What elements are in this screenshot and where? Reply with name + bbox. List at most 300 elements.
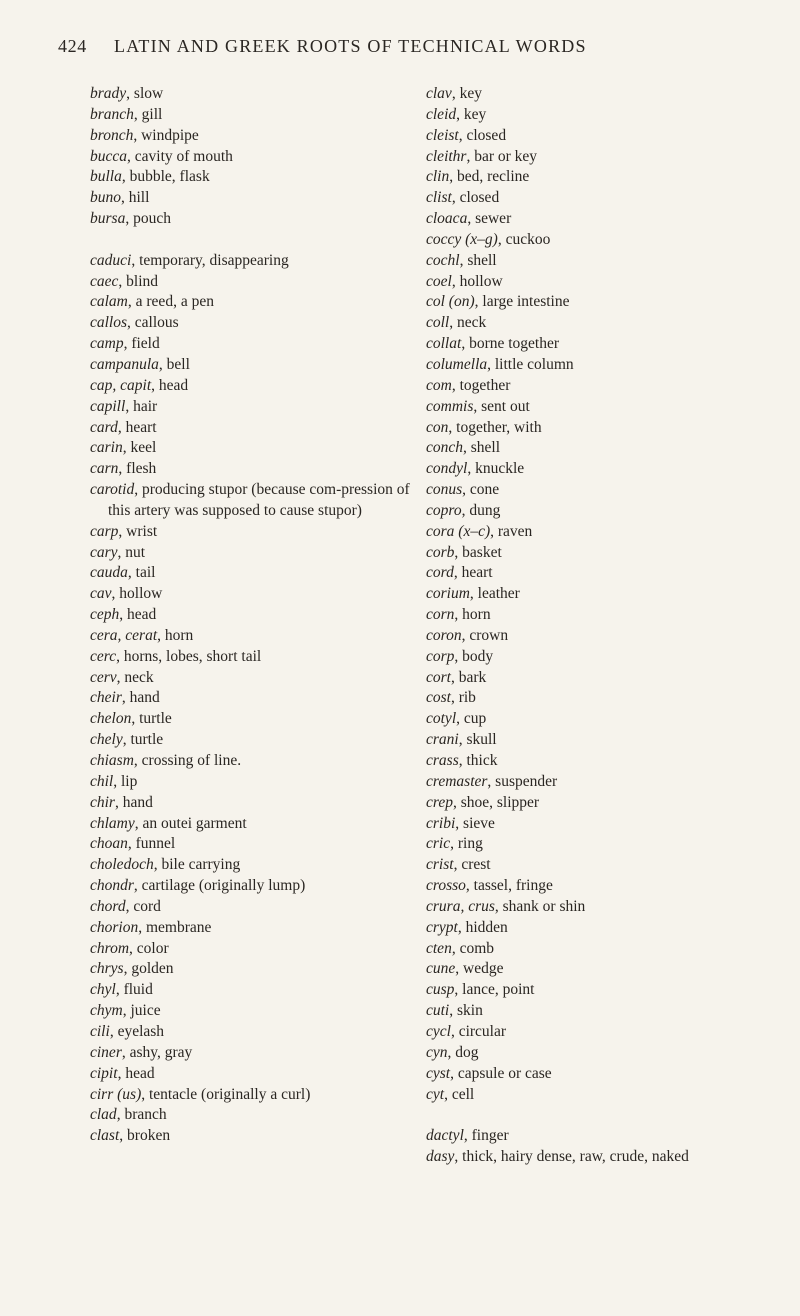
root-meaning: hand (129, 689, 160, 707)
root-term: buno (90, 189, 121, 207)
root-term: cera, cerat (90, 626, 158, 644)
root-term: com (426, 376, 452, 394)
root-meaning: leather (477, 585, 520, 603)
separator: , (127, 293, 136, 311)
glossary-entry (90, 751, 420, 772)
glossary-entry (90, 167, 420, 188)
root-term: cary (90, 543, 118, 561)
glossary-entry (426, 563, 796, 584)
glossary-entry (90, 563, 420, 584)
root-term: cipit (90, 1064, 118, 1082)
separator: , (466, 147, 475, 165)
glossary-entry (426, 584, 796, 605)
root-meaning: lip (121, 772, 138, 790)
separator: , (456, 105, 464, 123)
glossary-entry (90, 1105, 420, 1126)
root-term: clav (426, 85, 452, 102)
root-term: card (90, 418, 118, 436)
root-meaning: hand (122, 793, 153, 811)
separator: , (455, 814, 464, 832)
glossary-entry (90, 1001, 420, 1022)
root-meaning: closed (466, 126, 507, 144)
glossary-entry (90, 480, 420, 522)
glossary-entry (426, 647, 796, 668)
separator: , (153, 856, 162, 874)
separator: , (127, 835, 136, 853)
root-term: chym (90, 1002, 123, 1020)
separator: , (449, 168, 457, 186)
root-meaning: blind (126, 272, 159, 290)
separator: , (158, 355, 167, 373)
root-term: columella (426, 355, 488, 373)
root-meaning: finger (471, 1127, 509, 1145)
glossary-entry (90, 1022, 420, 1043)
root-meaning: windpipe (141, 126, 199, 144)
root-meaning: funnel (135, 835, 176, 853)
glossary-entry (426, 730, 796, 751)
root-meaning: turtle (130, 731, 164, 749)
glossary-entry (90, 855, 420, 876)
glossary-entry (90, 459, 420, 480)
root-term: cuti (426, 1002, 450, 1020)
root-term: brady (90, 85, 127, 102)
glossary-entry (90, 251, 420, 272)
separator: , (458, 731, 467, 749)
root-term: corp (426, 647, 455, 665)
root-term: col (on) (426, 293, 475, 311)
glossary-entry (426, 397, 796, 418)
separator: , (121, 1043, 130, 1061)
separator: , (469, 585, 478, 603)
separator: , (122, 731, 131, 749)
glossary-entry (426, 1085, 796, 1106)
separator: , (123, 960, 132, 978)
root-term: chely (90, 731, 123, 749)
root-meaning: hidden (465, 918, 508, 936)
root-term: chorion (90, 918, 139, 936)
separator: , (125, 210, 134, 228)
root-meaning: a reed, a pen (135, 293, 214, 311)
glossary-entry (90, 709, 420, 730)
root-term: commis (426, 397, 474, 415)
root-term: cap, capit (90, 376, 152, 394)
root-term: cauda (90, 564, 128, 582)
glossary-entry (426, 188, 796, 209)
root-term: cord (426, 564, 454, 582)
glossary-entry (426, 834, 796, 855)
root-meaning: knuckle (475, 460, 525, 478)
glossary-entry (426, 605, 796, 626)
glossary-entry (426, 1001, 796, 1022)
root-term: cheir (90, 689, 122, 707)
root-meaning: horns, lobes, short tail (123, 647, 262, 665)
separator: , (457, 918, 466, 936)
root-meaning: thick (466, 752, 498, 769)
separator: , (116, 647, 124, 665)
separator: , (127, 314, 135, 332)
glossary-entry (426, 313, 796, 334)
separator: , (118, 522, 127, 540)
separator: , (454, 606, 463, 624)
root-meaning: broken (127, 1127, 171, 1145)
root-term: dactyl (426, 1127, 464, 1145)
glossary-entry (90, 209, 420, 230)
root-meaning: gill (141, 105, 163, 123)
glossary-entry (90, 730, 420, 751)
separator: , (133, 877, 142, 895)
root-meaning: head (158, 376, 189, 394)
glossary-entry (90, 647, 420, 668)
separator: , (454, 647, 463, 665)
root-term: conus (426, 481, 463, 499)
section-gap (90, 230, 420, 251)
root-meaning: large intestine (482, 293, 570, 311)
root-term: cremaster (426, 772, 488, 790)
root-term: chord (90, 897, 126, 915)
separator: , (122, 439, 131, 457)
root-term: cerv (90, 668, 117, 686)
root-term: chrom (90, 939, 130, 957)
glossary-entry (90, 605, 420, 626)
root-term: conch (426, 439, 464, 457)
root-term: dasy (426, 1148, 455, 1166)
glossary-entry (426, 814, 796, 835)
glossary-entry (90, 334, 420, 355)
root-meaning: tentacle (originally a curl) (148, 1085, 311, 1103)
separator: , (494, 897, 503, 915)
separator: , (454, 543, 463, 561)
glossary-entry (90, 543, 420, 564)
glossary-entry (90, 668, 420, 689)
separator: , (127, 147, 135, 165)
root-term: chiasm (90, 752, 134, 769)
root-term: crani (426, 731, 459, 749)
separator: , (467, 460, 476, 478)
separator: , (122, 1002, 131, 1020)
root-term: corb (426, 543, 455, 561)
glossary-entry (426, 668, 796, 689)
root-term: choan (90, 835, 128, 853)
separator: , (449, 1002, 457, 1020)
root-meaning: ashy, gray (129, 1043, 193, 1061)
root-term: chelon (90, 710, 132, 728)
separator: , (113, 772, 121, 790)
root-term: cyst (426, 1064, 451, 1082)
root-term: bursa (90, 210, 126, 228)
root-meaning: an outei garment (142, 814, 247, 832)
root-meaning: shank or shin (502, 897, 586, 915)
separator: , (119, 606, 128, 624)
glossary-entry (90, 418, 420, 439)
root-term: crist (426, 856, 454, 874)
root-term: coll (426, 314, 450, 332)
root-term: carin (90, 439, 123, 457)
root-term: cili (90, 1022, 110, 1040)
root-meaning: rib (458, 689, 476, 707)
root-term: coel (426, 272, 452, 290)
left-column (90, 84, 420, 1147)
glossary-entry (90, 834, 420, 855)
section-gap (426, 1105, 796, 1126)
root-term: chil (90, 772, 114, 790)
root-meaning: pouch (133, 210, 171, 228)
glossary-entry (426, 1022, 796, 1043)
root-term: crosso (426, 877, 466, 895)
root-meaning: borne together (469, 335, 560, 353)
glossary-entry (90, 313, 420, 334)
glossary-entry (426, 897, 796, 918)
root-term: chondr (90, 877, 134, 895)
glossary-entry (426, 980, 796, 1001)
root-term: cost (426, 689, 451, 707)
root-meaning: thick, hairy dense, raw, crude, naked (462, 1148, 689, 1166)
glossary-entry (90, 292, 420, 313)
root-meaning: slow (133, 85, 164, 102)
page-title: LATIN AND GREEK ROOTS OF TECHNICAL WORDS (114, 36, 587, 56)
separator: , (133, 105, 142, 123)
root-meaning: flesh (126, 460, 157, 478)
separator: , (116, 1106, 125, 1124)
root-term: coron (426, 626, 462, 644)
glossary-entry (90, 355, 420, 376)
glossary-entry (426, 418, 796, 439)
glossary-entry (426, 793, 796, 814)
separator: , (126, 85, 134, 102)
glossary-entry (426, 230, 796, 251)
glossary-entry (426, 251, 796, 272)
separator: , (453, 856, 462, 874)
root-meaning: temporary, disappearing (139, 251, 289, 269)
glossary-entry (90, 397, 420, 418)
glossary-entry (426, 959, 796, 980)
glossary-entry (90, 438, 420, 459)
glossary-entry (426, 376, 796, 397)
separator: , (458, 752, 467, 769)
root-meaning: key (459, 85, 482, 102)
root-meaning: cuckoo (505, 230, 551, 248)
root-meaning: circular (458, 1022, 507, 1040)
root-meaning: ring (457, 835, 483, 853)
root-term: clist (426, 189, 452, 207)
separator: , (463, 1127, 472, 1145)
root-meaning: hollow (459, 272, 503, 290)
glossary-entry (90, 126, 420, 147)
root-meaning: horn (164, 626, 194, 644)
glossary-entry (90, 897, 420, 918)
root-meaning: lance, point (462, 981, 535, 999)
root-term: copro (426, 501, 462, 519)
root-term: choledoch (90, 856, 154, 874)
glossary-entry (90, 522, 420, 543)
separator: , (459, 251, 468, 269)
root-meaning: sieve (463, 814, 495, 832)
root-term: crep (426, 793, 453, 811)
root-meaning: tail (135, 564, 156, 582)
root-term: calam (90, 293, 128, 311)
root-term: callos (90, 314, 128, 332)
root-meaning: membrane (145, 918, 212, 936)
root-term: bronch (90, 126, 134, 144)
root-term: cotyl (426, 710, 457, 728)
separator: , (458, 126, 467, 144)
root-term: caec (90, 272, 119, 290)
glossary-entry (90, 584, 420, 605)
glossary-entry (90, 939, 420, 960)
separator: , (115, 981, 124, 999)
root-meaning: bell (166, 355, 190, 373)
root-meaning: sewer (475, 210, 512, 228)
root-meaning: bubble, flask (129, 168, 210, 186)
separator: , (487, 772, 496, 790)
separator: , (467, 210, 476, 228)
separator: , (117, 543, 126, 561)
separator: , (451, 939, 460, 957)
root-term: chir (90, 793, 115, 811)
root-meaning: crown (469, 626, 509, 644)
root-term: ceph (90, 606, 120, 624)
separator: , (456, 710, 464, 728)
separator: , (138, 918, 146, 936)
root-meaning: heart (125, 418, 157, 436)
separator: , (119, 1127, 128, 1145)
separator: , (133, 752, 142, 769)
root-meaning: crossing of line. (141, 752, 242, 769)
separator: , (473, 397, 482, 415)
separator: , (449, 314, 457, 332)
root-term: cribi (426, 814, 456, 832)
root-meaning: branch (124, 1106, 167, 1124)
root-term: condyl (426, 460, 468, 478)
separator: , (461, 501, 470, 519)
glossary-entry (426, 334, 796, 355)
root-meaning: horn (462, 606, 491, 624)
root-term: cune (426, 960, 456, 978)
root-term: cycl (426, 1022, 451, 1040)
separator: , (454, 981, 463, 999)
separator: , (129, 939, 137, 957)
glossary-entry (426, 939, 796, 960)
root-meaning: tassel, fringe (473, 877, 553, 895)
separator: , (118, 460, 127, 478)
root-meaning: head (127, 606, 157, 624)
root-term: cora (x–c) (426, 522, 491, 540)
glossary-entry (90, 772, 420, 793)
glossary-entry (90, 980, 420, 1001)
glossary-entry (90, 918, 420, 939)
root-meaning: neck (457, 314, 487, 332)
root-term: ciner (90, 1043, 122, 1061)
glossary-entry (426, 105, 796, 126)
root-meaning: callous (134, 314, 179, 332)
root-meaning: comb (459, 939, 495, 957)
separator: , (118, 272, 127, 290)
root-meaning: fluid (123, 981, 153, 999)
root-meaning: suspender (495, 772, 558, 790)
page-header (58, 36, 758, 57)
glossary-entry (90, 188, 420, 209)
separator: , (490, 522, 498, 540)
glossary-entry (426, 167, 796, 188)
separator: , (151, 376, 159, 394)
root-meaning: producing stupor (because com-pression of this artery was supposed to cause stupor) (108, 481, 410, 519)
glossary-entry (426, 1043, 796, 1064)
glossary-entry (90, 959, 420, 980)
root-meaning: little column (494, 355, 574, 373)
separator: , (461, 335, 470, 353)
glossary-entry (90, 626, 420, 647)
glossary-entry (426, 1147, 796, 1168)
root-meaning: bile carrying (161, 856, 241, 874)
root-term: chlamy (90, 814, 135, 832)
root-meaning: shoe, slipper (460, 793, 540, 811)
root-term: con (426, 418, 449, 436)
glossary-entry (426, 855, 796, 876)
root-term: cyt (426, 1085, 445, 1103)
separator: , (125, 397, 134, 415)
separator: , (111, 585, 120, 603)
root-meaning: eyelash (117, 1022, 165, 1040)
glossary-entry (90, 814, 420, 835)
root-term: caduci (90, 251, 132, 269)
root-meaning: skin (457, 1002, 483, 1020)
separator: , (134, 814, 143, 832)
root-meaning: nut (125, 543, 146, 561)
root-term: cyn (426, 1043, 448, 1061)
root-term: cav (90, 585, 112, 603)
root-term: cloaca (426, 210, 468, 228)
root-meaning: sent out (481, 397, 530, 415)
root-term: camp (90, 335, 124, 353)
glossary-entry (426, 709, 796, 730)
glossary-entry (426, 147, 796, 168)
root-term: cort (426, 668, 451, 686)
glossary-entry (426, 459, 796, 480)
root-meaning: closed (459, 189, 500, 207)
root-term: cleist (426, 126, 459, 144)
root-meaning: head (125, 1064, 155, 1082)
glossary-entry (426, 626, 796, 647)
separator: , (452, 793, 461, 811)
root-term: clin (426, 168, 450, 186)
separator: , (451, 376, 460, 394)
glossary-entry (90, 84, 420, 105)
root-term: cleid (426, 105, 457, 123)
root-term: crypt (426, 918, 458, 936)
root-term: campanula (90, 355, 159, 373)
root-meaning: bark (458, 668, 487, 686)
root-term: corn (426, 606, 455, 624)
root-term: bucca (90, 147, 128, 165)
glossary-entry (426, 751, 796, 772)
root-meaning: keel (130, 439, 157, 457)
root-term: clad (90, 1106, 117, 1124)
separator: , (453, 564, 462, 582)
separator: , (157, 626, 165, 644)
glossary-entry (90, 1064, 420, 1085)
root-meaning: neck (124, 668, 154, 686)
root-term: carp (90, 522, 119, 540)
root-meaning: cord (133, 897, 161, 915)
separator: , (450, 1022, 459, 1040)
separator: , (117, 418, 126, 436)
root-term: cten (426, 939, 452, 957)
root-term: chyl (90, 981, 116, 999)
separator: , (487, 355, 495, 373)
separator: , (451, 189, 460, 207)
root-meaning: basket (462, 543, 502, 561)
separator: , (450, 1064, 458, 1082)
separator: , (450, 668, 459, 686)
